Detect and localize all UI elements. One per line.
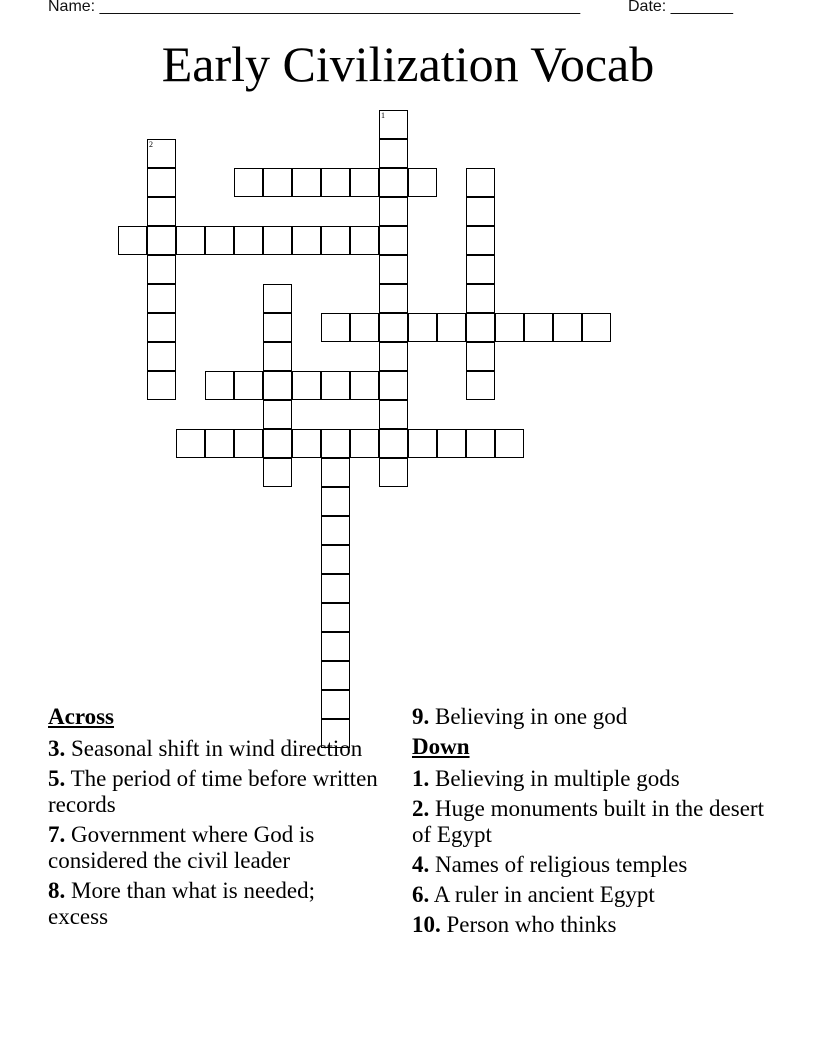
- clues-column-right: [412, 704, 772, 942]
- crossword-cell[interactable]: [379, 458, 408, 487]
- crossword-cell[interactable]: [466, 313, 495, 342]
- crossword-cell[interactable]: [379, 168, 408, 197]
- clue-across-5: [48, 766, 378, 818]
- crossword-cell[interactable]: [350, 226, 379, 255]
- clue-number: 9.: [412, 704, 430, 729]
- crossword-cell[interactable]: [118, 226, 147, 255]
- crossword-cell[interactable]: [379, 139, 408, 168]
- crossword-cell[interactable]: [466, 226, 495, 255]
- crossword-cell[interactable]: [147, 226, 176, 255]
- crossword-cell[interactable]: [263, 226, 292, 255]
- crossword-cell[interactable]: [466, 284, 495, 313]
- clue-across-8: [48, 878, 378, 930]
- crossword-cell[interactable]: [350, 371, 379, 400]
- crossword-cell[interactable]: [234, 371, 263, 400]
- crossword-cell[interactable]: [147, 284, 176, 313]
- crossword-cell[interactable]: [147, 371, 176, 400]
- crossword-cell[interactable]: [408, 313, 437, 342]
- clue-number: 3.: [48, 736, 66, 761]
- crossword-cell[interactable]: [263, 313, 292, 342]
- crossword-cell[interactable]: [147, 313, 176, 342]
- crossword-cell[interactable]: [292, 168, 321, 197]
- clue-across-9: [412, 704, 772, 730]
- crossword-cell[interactable]: [205, 429, 234, 458]
- crossword-cell[interactable]: [263, 168, 292, 197]
- crossword-cell[interactable]: [321, 429, 350, 458]
- crossword-cell[interactable]: [321, 603, 350, 632]
- crossword-cell[interactable]: [234, 429, 263, 458]
- crossword-cell[interactable]: [582, 313, 611, 342]
- crossword-cell[interactable]: [292, 371, 321, 400]
- crossword-cell[interactable]: [379, 226, 408, 255]
- clue-down-6: [412, 882, 772, 908]
- crossword-cell[interactable]: [466, 429, 495, 458]
- crossword-cell[interactable]: [321, 516, 350, 545]
- crossword-cell[interactable]: [147, 197, 176, 226]
- date-field: Date: _______: [628, 0, 733, 15]
- crossword-cell[interactable]: [379, 400, 408, 429]
- crossword-cell[interactable]: [437, 429, 466, 458]
- crossword-cell[interactable]: [321, 313, 350, 342]
- clue-across-3: [48, 736, 378, 762]
- clue-number: 4.: [412, 852, 430, 877]
- cell-number: 2: [149, 140, 153, 149]
- clue-text: Government where God is considered the civil leader: [48, 822, 315, 873]
- crossword-cell[interactable]: [321, 661, 350, 690]
- crossword-cell[interactable]: [466, 371, 495, 400]
- clue-number: 7.: [48, 822, 66, 847]
- crossword-cell[interactable]: [321, 632, 350, 661]
- crossword-cell[interactable]: [321, 487, 350, 516]
- crossword-cell[interactable]: [321, 458, 350, 487]
- crossword-cell[interactable]: [263, 342, 292, 371]
- crossword-cell[interactable]: [408, 429, 437, 458]
- crossword-cell[interactable]: [379, 110, 408, 139]
- crossword-cell[interactable]: [408, 168, 437, 197]
- crossword-cell[interactable]: [263, 400, 292, 429]
- crossword-cell[interactable]: [147, 139, 176, 168]
- crossword-cell[interactable]: [350, 429, 379, 458]
- crossword-cell[interactable]: [379, 255, 408, 284]
- crossword-cell[interactable]: [234, 226, 263, 255]
- across-heading: Across: [48, 704, 115, 729]
- down-heading: Down: [412, 734, 470, 759]
- clue-number: 6.: [412, 882, 430, 907]
- crossword-cell[interactable]: [321, 226, 350, 255]
- crossword-cell[interactable]: [379, 284, 408, 313]
- clue-down-1: [412, 766, 772, 792]
- crossword-cell[interactable]: [350, 313, 379, 342]
- crossword-cell[interactable]: [321, 545, 350, 574]
- clue-text: Huge monuments built in the desert of Egypt: [412, 796, 764, 847]
- crossword-cell[interactable]: [437, 313, 466, 342]
- crossword-cell[interactable]: [466, 168, 495, 197]
- clue-text: Names of religious temples: [435, 852, 688, 877]
- crossword-cell[interactable]: [234, 168, 263, 197]
- crossword-cell[interactable]: [176, 226, 205, 255]
- crossword-cell[interactable]: [379, 371, 408, 400]
- clue-down-2: [412, 796, 772, 848]
- clue-number: 1.: [412, 766, 430, 791]
- crossword-cell[interactable]: [321, 574, 350, 603]
- crossword-cell[interactable]: [553, 313, 582, 342]
- clues-column-left: [48, 704, 378, 934]
- clue-text: Person who thinks: [446, 912, 617, 937]
- crossword-cell[interactable]: [205, 226, 234, 255]
- crossword-cell[interactable]: [379, 313, 408, 342]
- clue-text: Believing in one god: [435, 704, 628, 729]
- crossword-cell[interactable]: [205, 371, 234, 400]
- cell-number: 1: [381, 111, 385, 120]
- crossword-cell[interactable]: [263, 371, 292, 400]
- clue-text: A ruler in ancient Egypt: [433, 882, 655, 907]
- name-field: Name: ______________________________________________________: [48, 0, 581, 15]
- crossword-cell[interactable]: [176, 429, 205, 458]
- crossword-cell[interactable]: [379, 342, 408, 371]
- clue-number: 8.: [48, 878, 66, 903]
- crossword-cell[interactable]: [466, 342, 495, 371]
- clue-text: The period of time before written records: [48, 766, 378, 817]
- crossword-cell[interactable]: [147, 342, 176, 371]
- crossword-cell[interactable]: [147, 168, 176, 197]
- crossword-cell[interactable]: [263, 458, 292, 487]
- clue-down-10: [412, 912, 772, 938]
- crossword-cell[interactable]: [321, 168, 350, 197]
- crossword-cell[interactable]: [379, 197, 408, 226]
- crossword-cell[interactable]: [292, 226, 321, 255]
- crossword-cell[interactable]: [292, 429, 321, 458]
- crossword-cell[interactable]: [263, 429, 292, 458]
- crossword-cell[interactable]: [466, 197, 495, 226]
- clue-down-4: [412, 852, 772, 878]
- clue-across-7: [48, 822, 378, 874]
- crossword-cell[interactable]: [321, 371, 350, 400]
- clue-text: More than what is needed; excess: [48, 878, 315, 929]
- clue-text: Believing in multiple gods: [435, 766, 680, 791]
- crossword-cell[interactable]: [524, 313, 553, 342]
- clue-number: 5.: [48, 766, 66, 791]
- page-title: Early Civilization Vocab: [161, 36, 655, 92]
- crossword-cell[interactable]: [263, 284, 292, 313]
- crossword-cell[interactable]: [495, 313, 524, 342]
- crossword-cell[interactable]: [466, 255, 495, 284]
- clue-number: 10.: [412, 912, 441, 937]
- crossword-cell[interactable]: [495, 429, 524, 458]
- crossword-cell[interactable]: [147, 255, 176, 284]
- clue-number: 2.: [412, 796, 430, 821]
- crossword-cell[interactable]: [350, 168, 379, 197]
- crossword-cell[interactable]: [379, 429, 408, 458]
- clue-text: Seasonal shift in wind direction: [71, 736, 363, 761]
